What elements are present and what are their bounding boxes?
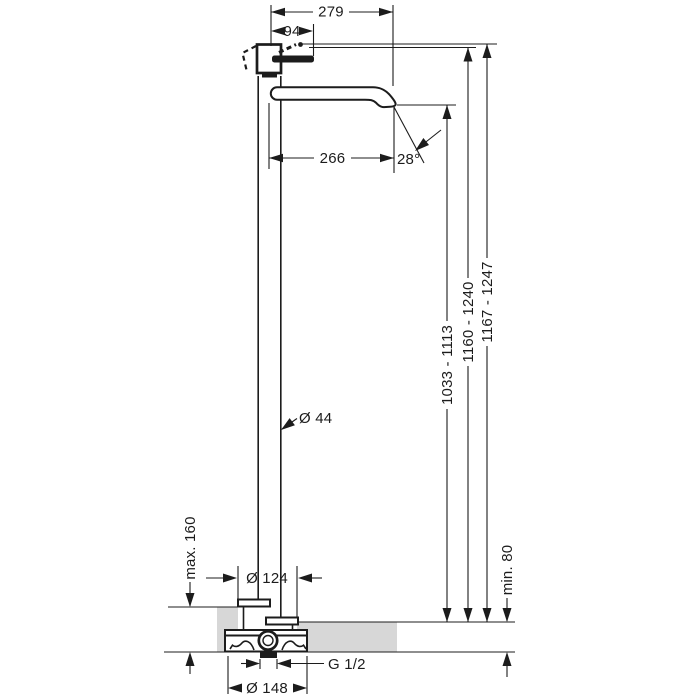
arrowhead <box>299 27 313 35</box>
escutcheon-plate-upper <box>238 600 270 607</box>
escutcheon-diameter-label: Ø 124 <box>246 570 288 587</box>
outlet-angle-label: 28° <box>397 151 421 168</box>
arrowhead <box>277 659 291 668</box>
arrowhead <box>443 105 452 119</box>
arrowhead <box>186 593 195 607</box>
arrowhead <box>380 154 394 162</box>
dimension-connection-thread <box>241 656 366 673</box>
faucet-head <box>243 42 396 107</box>
dimension-height-outlet <box>439 105 456 622</box>
connection-thread-label: G 1/2 <box>328 656 366 673</box>
arrowhead <box>269 154 283 162</box>
arrowhead <box>415 138 429 151</box>
arrowhead <box>223 574 237 583</box>
dimension-base-diameter <box>228 656 307 697</box>
floor-buildup-max-label: max. 160 <box>182 516 199 580</box>
arrowhead <box>483 44 492 58</box>
flange-connection-inner <box>263 636 273 646</box>
dimension-floor-buildup-min <box>499 545 516 677</box>
base-diameter-label: Ø 148 <box>246 680 288 697</box>
arrowhead <box>443 608 452 622</box>
dimension-riser-diameter <box>281 410 332 430</box>
arrowhead <box>464 48 473 62</box>
arrowhead <box>228 684 242 693</box>
arrowhead <box>298 574 312 583</box>
arrowhead <box>464 608 473 622</box>
height-spout-label: 1160 - 1240 <box>460 281 477 363</box>
floor-block-right <box>297 622 397 652</box>
dimension-outlet-angle <box>394 107 441 168</box>
arrowhead <box>483 608 492 622</box>
connection-stub <box>260 652 277 659</box>
arrowhead <box>246 659 260 668</box>
dimension-height-overall <box>479 44 496 622</box>
dimension-spout-projection <box>271 4 393 87</box>
floor-buildup-min-label: min. 80 <box>499 544 516 596</box>
arrowhead <box>186 652 195 666</box>
dimension-height-spout-top <box>460 48 477 623</box>
floor-section <box>164 607 515 652</box>
spout <box>271 87 396 107</box>
dimension-floor-buildup-max <box>182 516 199 674</box>
handle-projection-label: 94 <box>283 22 301 40</box>
riser-diameter-label: Ø 44 <box>299 410 333 427</box>
arrowhead <box>281 418 295 430</box>
dimension-spout-reach <box>269 103 394 173</box>
lever-handle <box>272 56 314 63</box>
arrowhead <box>379 8 393 16</box>
handle-swing-outline <box>243 46 257 72</box>
arrowhead <box>293 684 307 693</box>
housing-joint <box>262 73 277 78</box>
escutcheon-plate-lower <box>266 618 298 625</box>
base-flange <box>225 630 307 658</box>
spout-reach-label: 266 <box>319 150 346 167</box>
height-overall-label: 1167 - 1247 <box>479 261 496 343</box>
arrowhead <box>503 652 512 666</box>
escutcheon <box>238 600 298 632</box>
arrowhead <box>271 8 285 16</box>
spout-projection-label: 279 <box>318 3 344 21</box>
height-outlet-label: 1033 - 1113 <box>439 324 456 406</box>
arrowhead <box>503 608 512 622</box>
